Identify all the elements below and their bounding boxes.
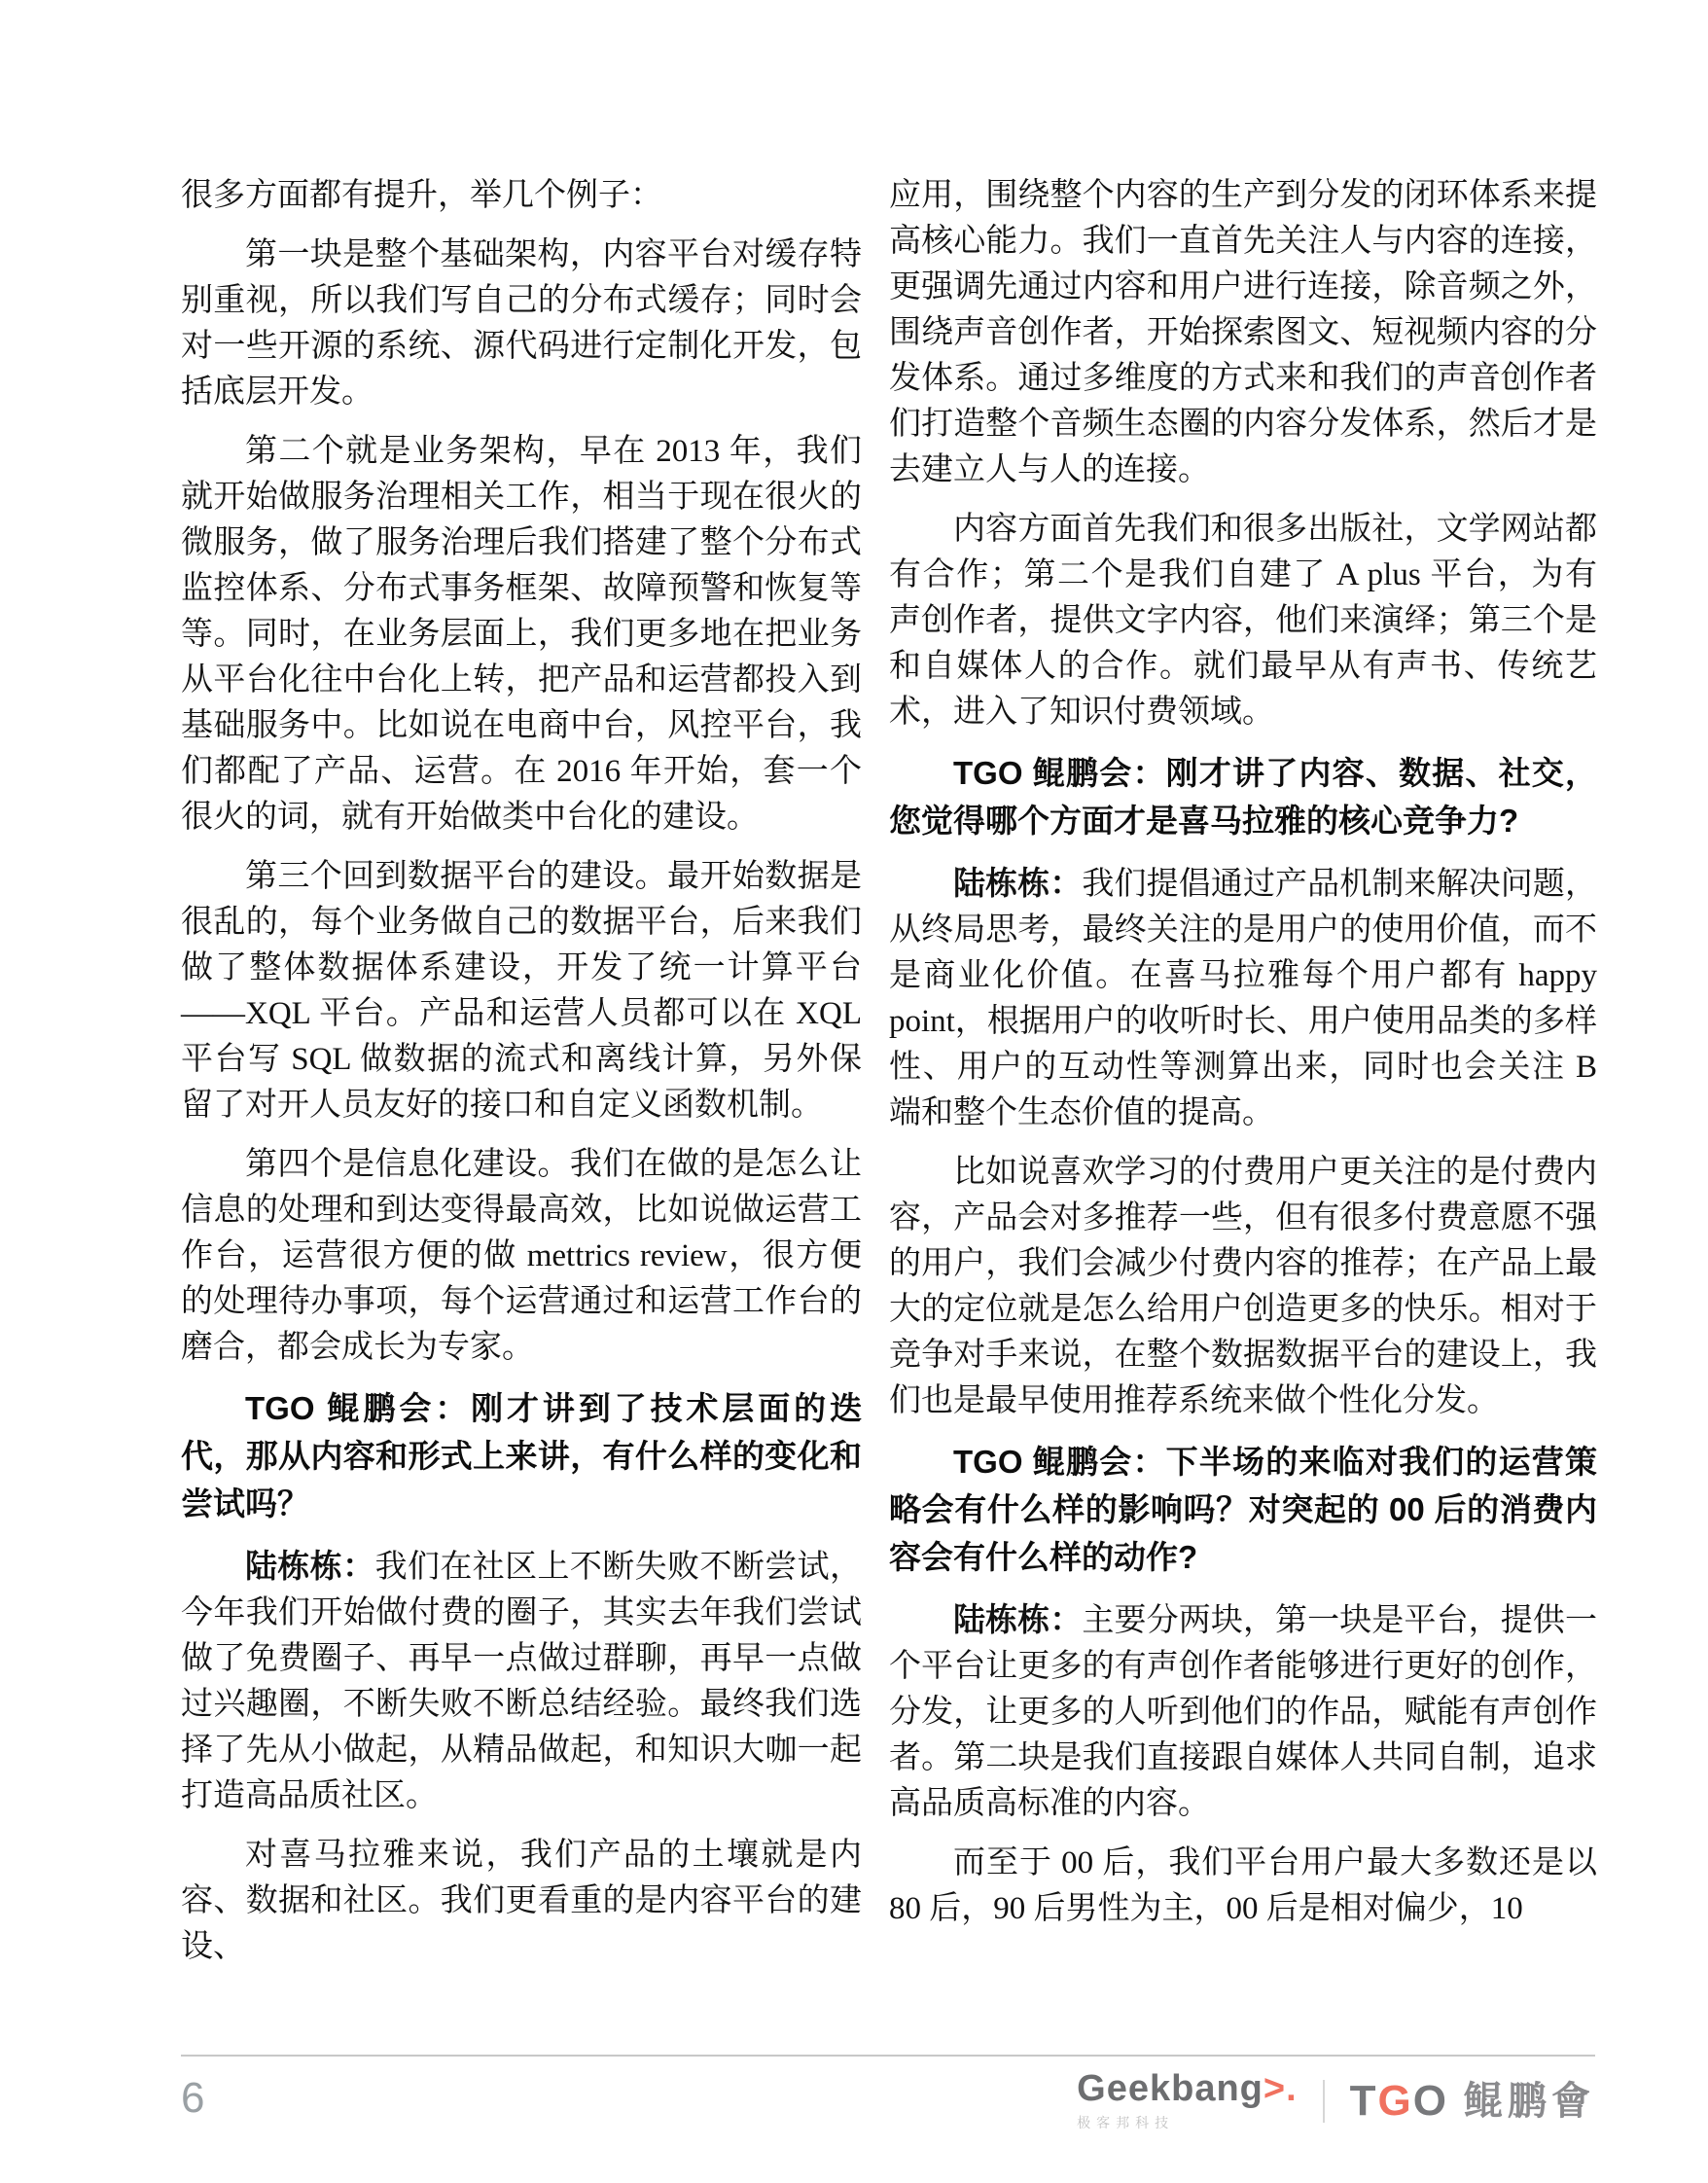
geekbang-logo [1077, 2070, 1298, 2132]
paragraph: 比如说喜欢学习的付费用户更关注的是付费内容，产品会对多推荐一些，但有很多付费意愿不强的用户，我们会减少付费内容的推荐；在产品上最大的定位就是怎么给用户创造更多的快乐。相对于竞争对手来说，在整个数据数据平台的建设上，我们也是最早使用推荐系统来做个性化分发。 [889, 1155, 1597, 1418]
question-paragraph: TGO 鲲鹏会：刚才讲了内容、数据、社交，您觉得哪个方面才是喜马拉雅的核心竞争力? [889, 755, 1597, 839]
tgo-logo [1349, 2077, 1595, 2125]
paragraph: 第一块是整个基础架构，内容平台对缓存特别重视，所以我们写自己的分布式缓存；同时会对一些开源的系统、源代码进行定制化开发，包括底层开发。 [181, 237, 862, 410]
paragraph: 第四个是信息化建设。我们在做的是怎么让信息的处理和到达变得最高效，比如说做运营工作台，运营很方便的做 mettrics review，很方便的处理待办事项，每个运营通过和运营工作台的磨合，都会成长为专家。 [181, 1147, 862, 1365]
geekbang-logo-geek: Geek [1077, 2068, 1172, 2109]
geekbang-logo-bang: bang [1171, 2068, 1263, 2109]
geekbang-logo-subtitle: 极客邦科技 [1077, 2115, 1175, 2130]
paragraph: 内容方面首先我们和很多出版社，文学网站都有合作；第二个是我们自建了 A plus 平台，为有声创作者，提供文字内容，他们来演绎；第三个是和自媒体人的合作。就们最早从有声书、传统艺术，进入了知识付费领域。 [889, 512, 1597, 730]
tgo-logo-o: O [1412, 2077, 1448, 2125]
speaker-name: 陆栋栋： [245, 1548, 375, 1584]
paragraph: 第二个就是业务架构，早在 2013 年，我们就开始做服务治理相关工作，相当于现在很火的微服务，做了服务治理后我们搭建了整个分布式监控体系、分布式事务框架、故障预警和恢复等等。同时，在业务层面上，我们更多地在把业务从平台化往中台化上转，把产品和运营都投入到基础服务中。比如说在电商中台，风控平台，我们都配了产品、运营。在 2016 年开始，套一个很火的词，就有开始做类中台化的建设。 [181, 434, 862, 835]
geekbang-logo-text [1077, 2070, 1298, 2107]
paragraph: 很多方面都有提升，举几个例子： [181, 178, 662, 213]
answer-paragraph [889, 1596, 1597, 1827]
tgo-logo-chinese: 鲲鹏會 [1464, 2079, 1595, 2123]
question-paragraph: TGO 鲲鹏会：刚才讲到了技术层面的迭代，那从内容和形式上来讲，有什么样的变化和尝试吗？ [181, 1390, 862, 1521]
answer-paragraph [889, 860, 1597, 1136]
paragraph: 应用，围绕整个内容的生产到分发的闭环体系来提高核心能力。我们一直首先关注人与内容的连接，更强调先通过内容和用户进行连接，除音频之外，围绕声音创作者，开始探索图文、短视频内容的分发体系。通过多维度的方式来和我们的声音创作者们打造整个音频生态圈的内容分发体系，然后才是去建立人与人的连接。 [889, 178, 1597, 487]
right-column [889, 173, 1597, 1946]
left-column [181, 173, 862, 1984]
answer-paragraph [181, 1543, 862, 1819]
answer-text: 我们在社区上不断失败不断尝试，今年我们开始做付费的圈子，其实去年我们尝试做了免费圈子、再早一点做过群聊，再早一点做过兴趣圈，不断失败不断总结经验。最终我们选择了先从小做起，从精品做起，和知识大咖一起打造高品质社区。 [181, 1550, 863, 1813]
paragraph: 对喜马拉雅来说，我们产品的土壤就是内容、数据和社区。我们更看重的是内容平台的建设、 [181, 1838, 862, 1964]
article-body [181, 173, 1597, 1984]
logo-divider [1323, 2080, 1325, 2123]
geekbang-logo-accent: >. [1263, 2068, 1298, 2109]
tgo-logo-g: G [1377, 2077, 1413, 2125]
footer-logos [1077, 2070, 1595, 2132]
footer-divider-line [181, 2055, 1595, 2057]
paragraph: 第三个回到数据平台的建设。最开始数据是很乱的，每个业务做自己的数据平台，后来我们做了整体数据体系建设，开发了统一计算平台——XQL 平台。产品和运营人员都可以在 XQL 平台写 SQL 做数据的流式和离线计算，另外保留了对开人员友好的接口和自定义函数机制。 [181, 859, 862, 1123]
paragraph: 而至于 00 后，我们平台用户最大多数还是以 80 后，90 后男性为主，00 后是相对偏少，10 [889, 1845, 1597, 1926]
speaker-name: 陆栋栋： [953, 1601, 1083, 1637]
speaker-name: 陆栋栋： [953, 865, 1083, 901]
tgo-logo-text [1349, 2077, 1448, 2125]
answer-text: 主要分两块，第一块是平台，提供一个平台让更多的有声创作者能够进行更好的创作，分发，让更多的人听到他们的作品，赋能有声创作者。第二块是我们直接跟自媒体人共同自制，追求高品质高标准的内容。 [889, 1603, 1598, 1821]
page-number: 6 [181, 2074, 205, 2122]
tgo-logo-t: T [1349, 2077, 1378, 2125]
question-paragraph: TGO 鲲鹏会：下半场的来临对我们的运营策略会有什么样的影响吗？对突起的 00 后的消费内容会有什么样的动作? [889, 1444, 1597, 1575]
answer-text: 我们提倡通过产品机制来解决问题，从终局思考，最终关注的是用户的使用价值，而不是商业化价值。在喜马拉雅每个用户都有 happy point，根据用户的收听时长、用户使用品类的多样性、用户的互动性等测算出来，同时也会关注 B 端和整个生态价值的提高。 [889, 867, 1598, 1130]
